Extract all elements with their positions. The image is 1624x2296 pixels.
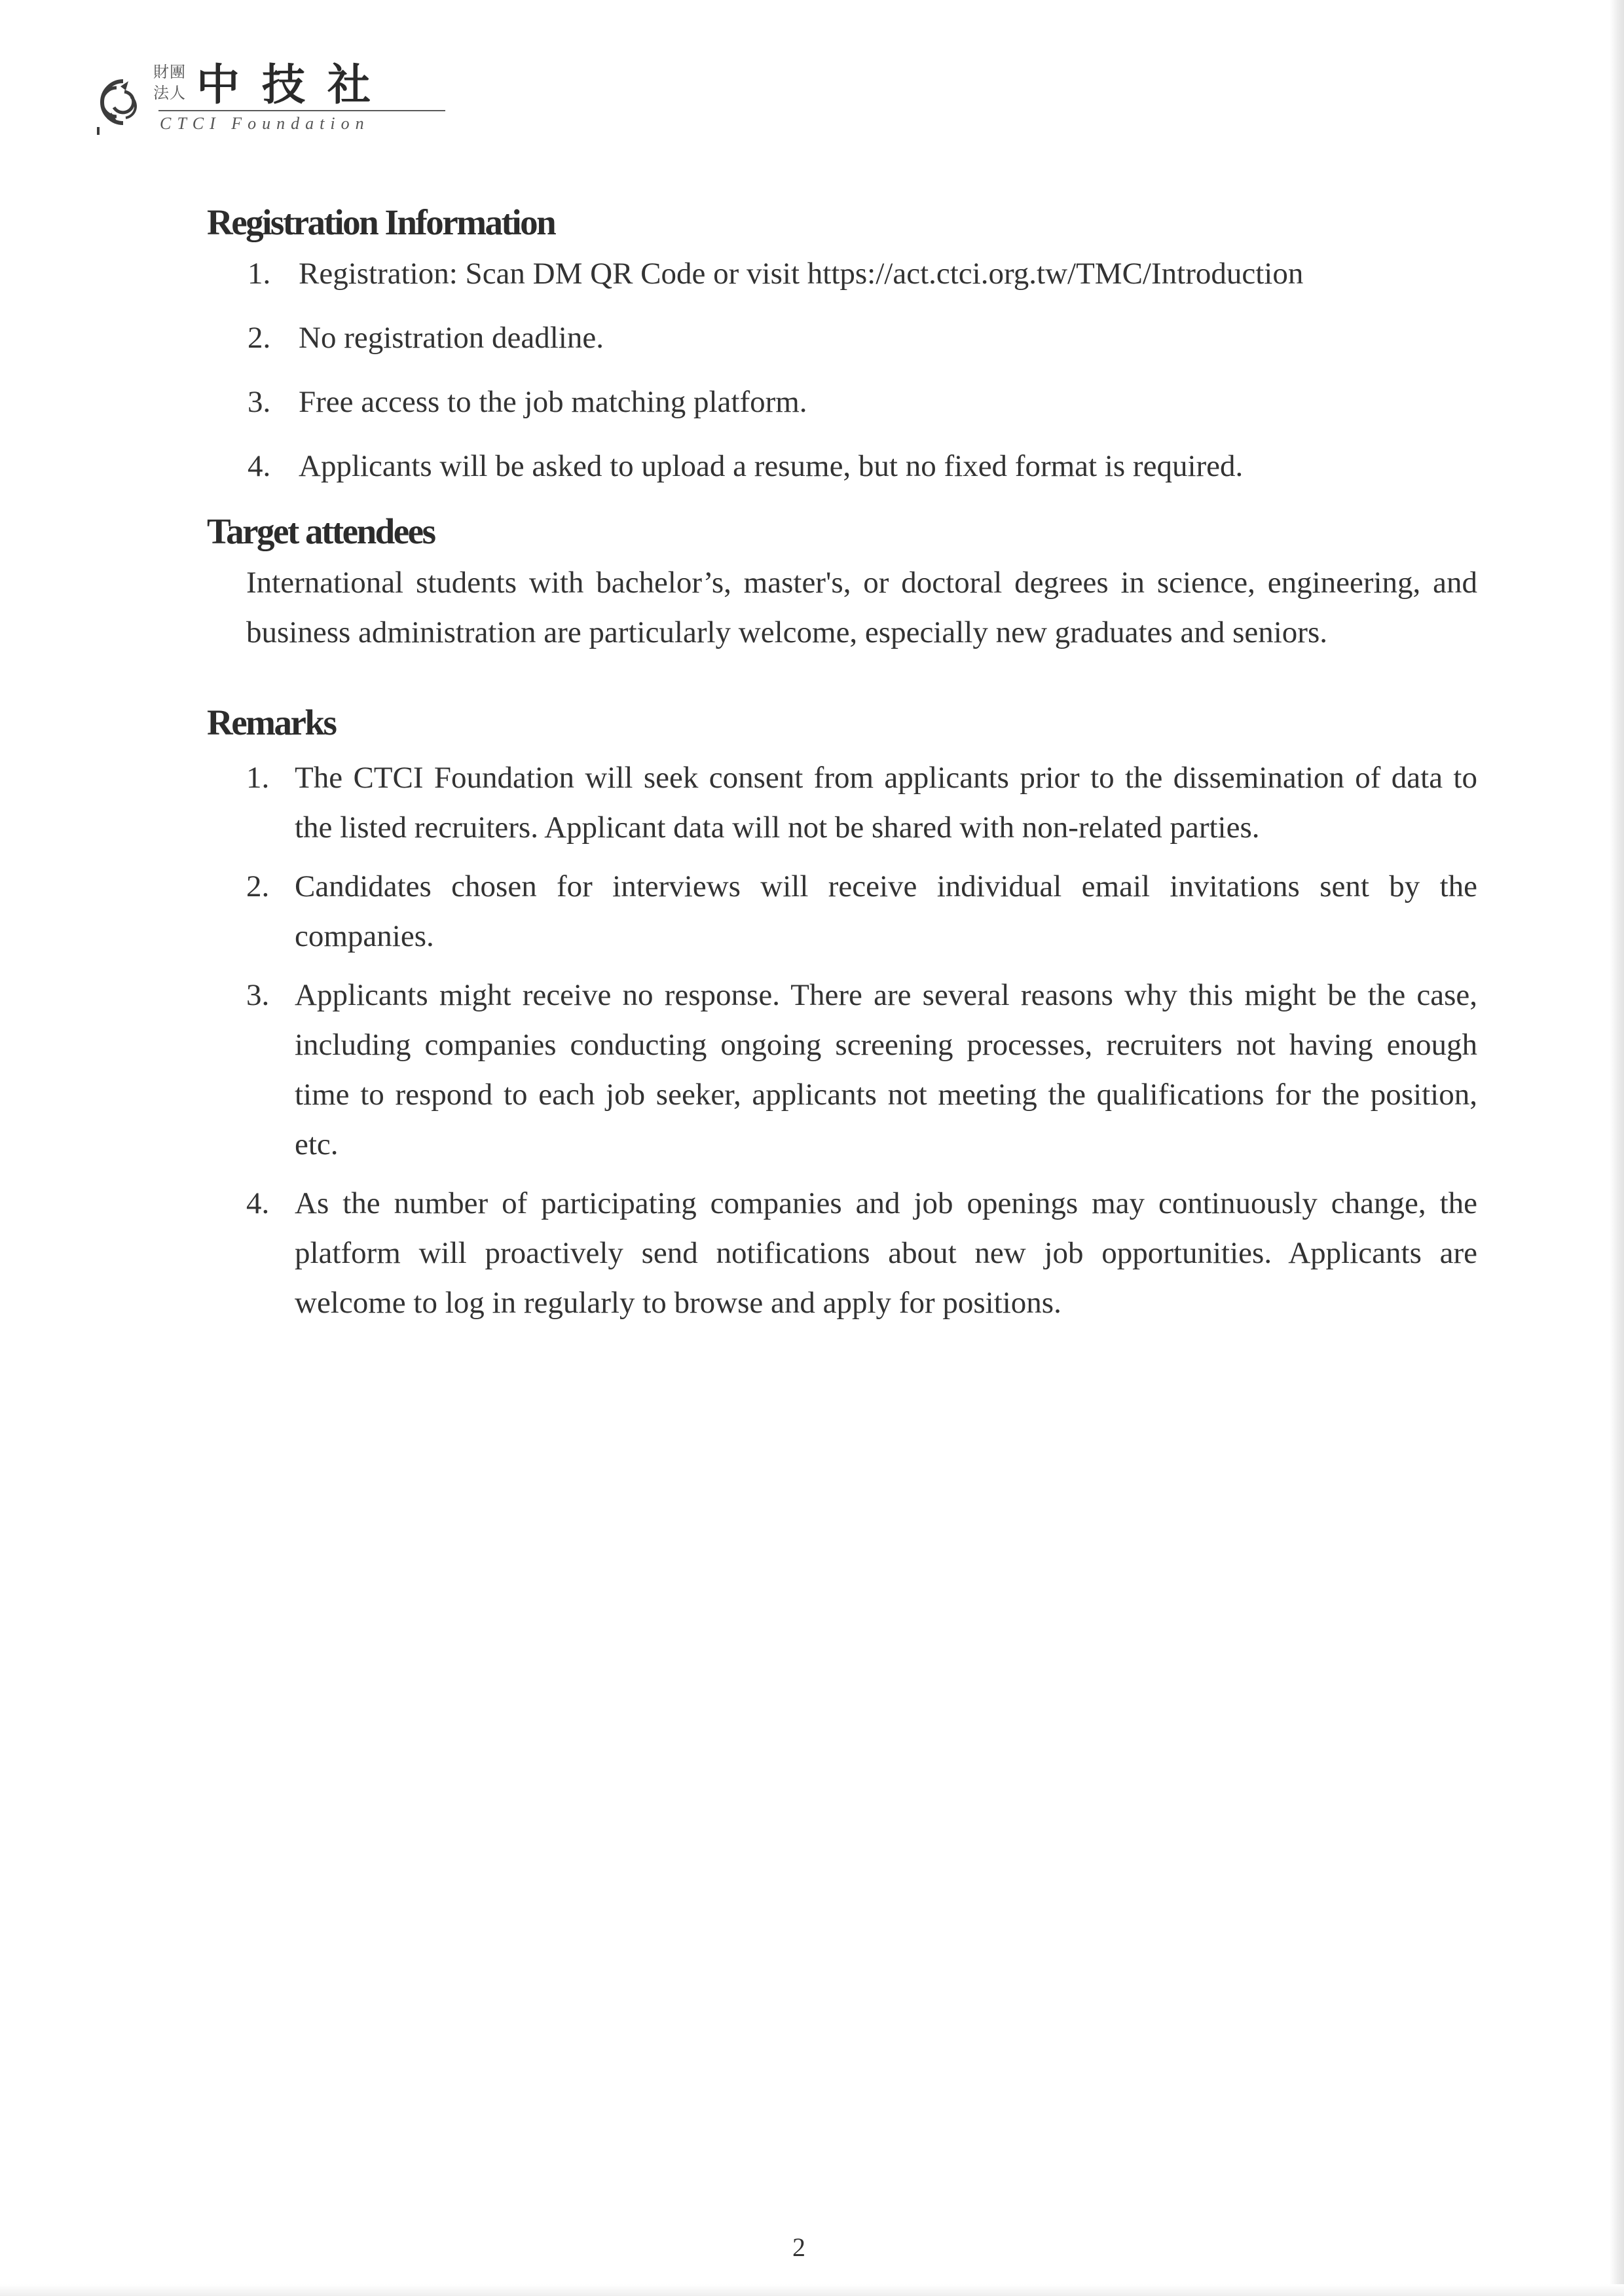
list-item-text: Registration: Scan DM QR Code or visit https://act.ctci.org.tw/TMC/Introduction [299, 257, 1304, 291]
logo-english-name: CTCI Foundation [160, 114, 370, 133]
page-number: 2 [792, 2232, 805, 2262]
list-number: 4. [248, 449, 271, 483]
list-number: 1. [248, 257, 271, 291]
list-item [207, 862, 1477, 961]
scan-bottom-shadow [0, 2284, 1624, 2296]
logo-divider [158, 110, 445, 111]
target-attendees-section [207, 505, 1477, 657]
list-item [207, 753, 1477, 852]
registration-section [207, 196, 1477, 491]
list-item [207, 1178, 1477, 1328]
list-item [207, 377, 1477, 427]
list-item [207, 313, 1477, 363]
target-attendees-heading: Target attendees [207, 511, 435, 551]
scan-edge-shadow [1610, 0, 1624, 2296]
registration-list [207, 249, 1477, 491]
list-item-text: The CTCI Foundation will seek consent from applicants prior to the dissemination of data to the listed recruiters. Applicant data will not be shared with non-related parties. [295, 761, 1477, 845]
list-item-text: Applicants will be asked to upload a resume, but no fixed format is required. [299, 449, 1244, 483]
list-number: 1. [246, 761, 270, 795]
list-item-text: Candidates chosen for interviews will receive individual email invitations sent by the companies. [295, 869, 1477, 953]
document-body [207, 196, 1477, 1333]
logo-chinese-name: 中技社 [196, 59, 393, 110]
ctci-logo-icon [85, 67, 153, 135]
list-item-text: No registration deadline. [299, 321, 604, 355]
list-item [207, 970, 1477, 1169]
list-item [207, 249, 1477, 299]
list-number: 3. [248, 385, 271, 419]
list-number: 4. [246, 1186, 270, 1220]
list-number: 3. [246, 978, 270, 1012]
target-attendees-text: International students with bachelor’s, master's, or doctoral degrees in science, engineering, and business administration are particularly welcome, especially new graduates and seniors. [246, 566, 1477, 649]
list-item [207, 441, 1477, 491]
remarks-list [207, 753, 1477, 1328]
list-number: 2. [246, 869, 270, 903]
list-number: 2. [248, 321, 271, 355]
list-item-text: Applicants might receive no response. There are several reasons why this might be the case, including companies conducting ongoing screening processes, recruiters not having enough time to respond to each job seeker, applicants not meeting the qualifications for the position, etc. [295, 978, 1477, 1161]
logo-small-chinese-text: 財團 法人 [153, 63, 186, 102]
list-item-text: As the number of participating companies and job openings may continuously change, the platform will proactively send notifications about new job opportunities. Applicants are welcome to log in regularly to browse and apply for positions. [295, 1186, 1477, 1320]
remarks-heading: Remarks [207, 702, 336, 742]
ctci-foundation-logo [85, 59, 393, 139]
registration-heading: Registration Information [207, 202, 555, 242]
list-item-text: Free access to the job matching platform. [299, 385, 807, 419]
remarks-section [207, 697, 1477, 1328]
